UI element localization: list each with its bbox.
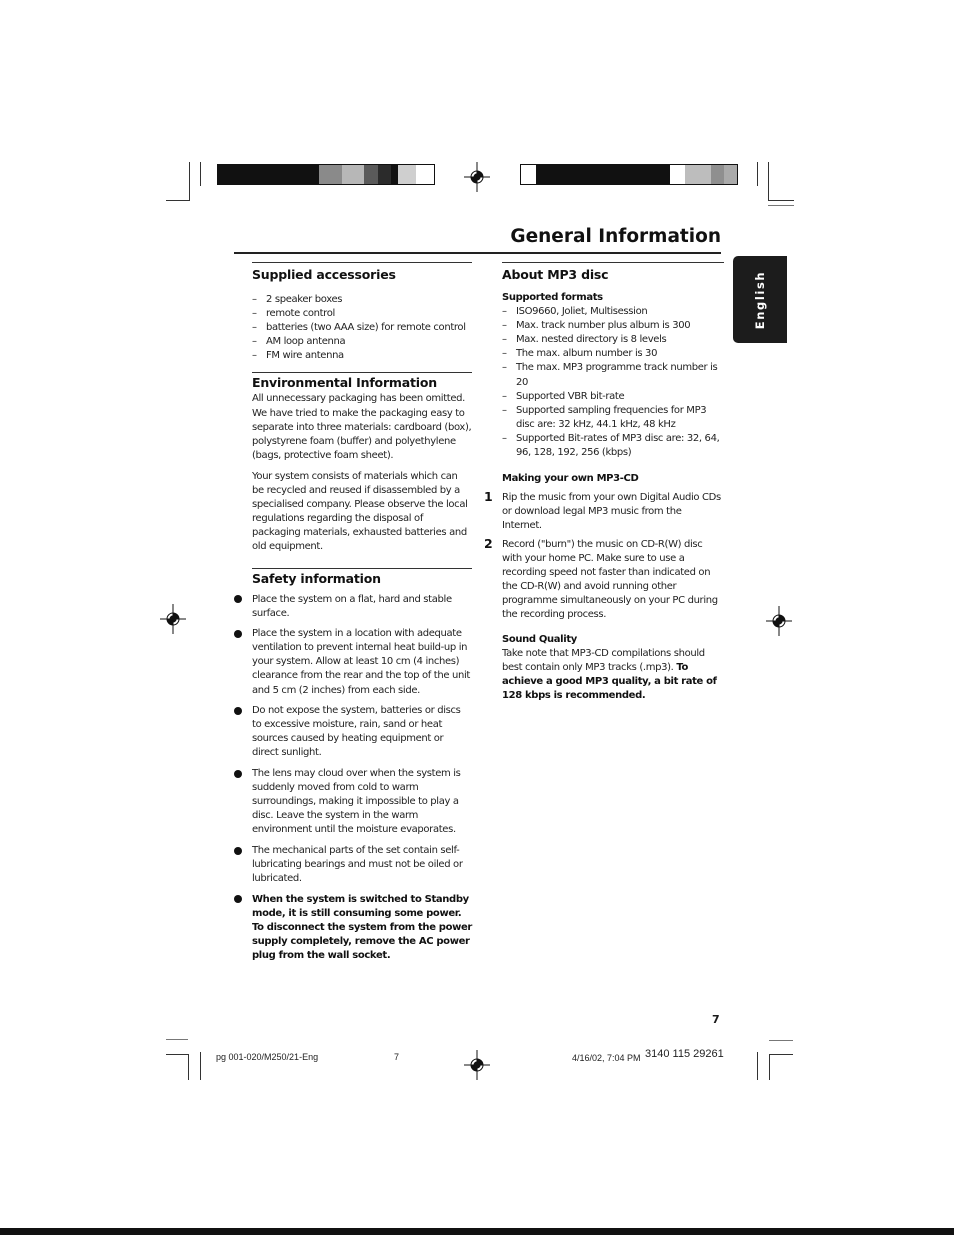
crop-mark <box>166 1039 188 1040</box>
left-column <box>252 262 472 970</box>
right-column <box>484 262 724 704</box>
formats-list <box>502 305 724 460</box>
crop-mark <box>166 200 190 201</box>
supported-formats-heading: Supported formats <box>502 292 603 303</box>
list-item: – batteries (two AAA size) for remote control <box>252 321 472 335</box>
footer-page: 7 <box>394 1052 400 1062</box>
page-title: General Information <box>510 226 721 247</box>
crop-mark <box>188 1054 189 1080</box>
mp3-steps <box>484 489 724 622</box>
bullet-icon <box>234 707 242 715</box>
footer-code: 3140 115 29261 <box>645 1048 724 1060</box>
crop-mark <box>200 162 201 186</box>
color-calibration-bar-right <box>520 164 738 185</box>
crop-mark <box>166 1054 188 1055</box>
bullet-icon <box>234 770 242 778</box>
list-item: The mechanical parts of the set contain self-lubricating bearings and must not be oiled or lubricated. <box>252 844 472 886</box>
page-number: 7 <box>712 1013 720 1026</box>
step-item: 2 Record ("burn") the music on CD-R(W) disc with your home PC. Make sure to use a recording speed not faster than indicated on the CD-R(W) and avoid running other programme simultaneously on your PC during the recording process. <box>484 535 718 620</box>
list-item: – remote control <box>252 307 472 321</box>
list-item: – AM loop antenna <box>252 335 472 349</box>
crop-mark <box>769 1054 770 1080</box>
crop-mark <box>768 200 794 201</box>
bullet-icon <box>234 847 242 855</box>
language-tab-label: English <box>753 270 767 329</box>
list-item: – Supported sampling frequencies for MP3 disc are: 32 kHz, 44.1 kHz, 48 kHz <box>502 404 724 432</box>
list-item: Place the system on a flat, hard and stable surface. <box>252 593 472 621</box>
crop-mark <box>166 186 190 187</box>
crop-mark <box>769 1054 793 1055</box>
crop-mark <box>757 162 758 186</box>
language-tab <box>733 256 787 343</box>
crop-mark <box>768 162 769 200</box>
safety-heading: Safety information <box>252 568 472 587</box>
title-rule <box>234 252 721 254</box>
safety-list <box>252 593 472 964</box>
crop-mark <box>200 1052 201 1080</box>
list-item: – FM wire antenna <box>252 349 472 363</box>
registration-crosshair-icon <box>464 162 490 192</box>
list-item: The lens may cloud over when the system is suddenly moved from cold to warm surroundings, making it impossible to play a disc. Leave the system in the warm environment until the moisture evaporates. <box>252 767 472 837</box>
list-item: – The max. MP3 programme track number is 20 <box>502 361 724 389</box>
mp3-heading: About MP3 disc <box>502 262 724 283</box>
list-item: When the system is switched to Standby mode, it is still consuming some power. To disconnect the system from the power supply completely, remove the AC power plug from the wall socket. <box>252 893 472 963</box>
footer-file-name: pg 001-020/M250/21-Eng <box>216 1052 319 1062</box>
registration-crosshair-icon <box>766 606 792 636</box>
crop-mark <box>769 1040 793 1041</box>
sound-quality-text: Take note that MP3-CD compilations should best contain only MP3 tracks (.mp3). To achieve a good MP3 quality, a bit rate of 128 kbps is recommended. <box>502 648 717 702</box>
step-item: 1 Rip the music from your own Digital Audio CDs or download legal MP3 music from the Internet. <box>484 489 721 532</box>
bullet-icon <box>234 630 242 638</box>
list-item: – ISO9660, Joliet, Multisession <box>502 305 724 319</box>
crop-mark <box>757 1052 758 1080</box>
making-mp3-heading: Making your own MP3-CD <box>502 473 639 485</box>
footer-date: 4/16/02, 7:04 PM <box>572 1053 641 1063</box>
sound-quality-heading: Sound Quality <box>502 634 577 646</box>
list-item: Do not expose the system, batteries or discs to excessive moisture, rain, sand or heat sources caused by heating equipment or direct sunlight. <box>252 704 472 760</box>
environmental-paragraph: Your system consists of materials which can be recycled and reused if disassembled by a specialised company. Please observe the local regulations regarding the disposal of packaging materials, exhausted batteries and old equipment. <box>252 470 468 553</box>
crop-mark <box>189 162 190 200</box>
scan-edge-bar <box>0 1228 954 1235</box>
environmental-heading: Environmental Information <box>252 372 472 391</box>
registration-crosshair-icon <box>464 1050 490 1080</box>
list-item: Place the system in a location with adequate ventilation to prevent internal heat build-up in your system. Allow at least 10 cm (4 inches) clearance from the rear and the top of the unit and 5 cm (2 inches) from each side. <box>252 627 472 697</box>
color-calibration-bar-left <box>217 164 435 185</box>
supplied-accessories-heading: Supplied accessories <box>252 262 472 283</box>
list-item: – Max. track number plus album is 300 <box>502 319 724 333</box>
list-item: – Supported Bit-rates of MP3 disc are: 32, 64, 96, 128, 192, 256 (kbps) <box>502 432 724 460</box>
bullet-icon <box>234 595 242 603</box>
list-item: – 2 speaker boxes <box>252 293 472 307</box>
accessories-list <box>252 293 472 363</box>
list-item: – Max. nested directory is 8 levels <box>502 333 724 347</box>
list-item: – The max. album number is 30 <box>502 347 724 361</box>
environmental-paragraph: All unnecessary packaging has been omitted. We have tried to make the packaging easy to separate into three materials: cardboard (box), polystyrene foam (buffer) and polyethylene (bags, protective foam sheet). <box>252 393 472 461</box>
crop-mark <box>768 205 794 206</box>
registration-crosshair-icon <box>160 604 186 634</box>
list-item: – Supported VBR bit-rate <box>502 390 724 404</box>
bullet-icon <box>234 895 242 903</box>
